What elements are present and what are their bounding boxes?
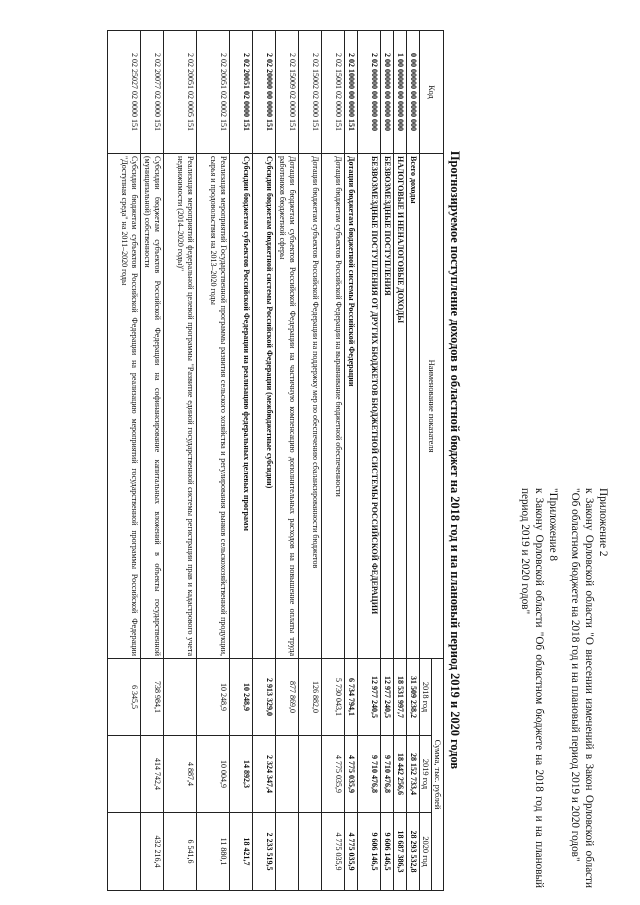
value-2018-cell: 6 734 794,1 [344,659,357,736]
value-2019-cell [107,736,140,813]
value-2019-cell [298,736,321,813]
name-cell: Субсидии бюджетам субъектов Российской Федерации на реализацию федеральных целевых программ [229,154,252,659]
table-row [196,31,229,891]
annex-title: "Приложение 8 [547,488,559,562]
table-row [321,31,344,891]
table-row [344,31,357,891]
value-2019-cell: 28 152 733,4 [406,736,419,813]
name-cell: Дотации бюджетам субъектов Российской Федерации на выравнивание бюджетной обеспеченности [321,154,344,659]
value-2019-cell: 414 742,4 [140,736,163,813]
name-cell: Субсидии бюджетам бюджетной системы Российской Федерации (межбюджетные субсидии) [252,154,275,659]
value-2018-cell: 6 345,5 [107,659,140,736]
value-2020-cell [275,813,298,891]
value-2019-cell: 14 892,3 [229,736,252,813]
annex-text: к Закону Орловской области "Об областном бюджете на 2018 год и на плановый период 2019 и 2020 годов" [519,488,545,888]
name-cell: Дотации бюджетам субъектов Российской Федерации на поддержку мер по обеспечению сбалансированности бюджетов [298,154,321,659]
name-cell: БЕЗВОЗМЕЗДНЫЕ ПОСТУПЛЕНИЯ ОТ ДРУГИХ БЮДЖЕТОВ БЮДЖЕТНОЙ СИСТЕМЫ РОССИЙСКОЙ ФЕДЕРАЦИИ [357,154,380,659]
table-row [140,31,163,891]
header-year-2019: 2019 год [419,736,431,813]
code-cell: 2 02 20051 02 0000 151 [229,31,252,154]
value-2018-cell: 10 248,9 [196,659,229,736]
appendix-text: к Закону Орловской области "О внесении изменений в Закон Орловской области "Об областном бюджете на 2018 год и на плановый период 2019 и 2020 годов" [569,488,595,888]
value-2018-cell: 2 913 329,0 [252,659,275,736]
header-name: Наименование показателя [419,154,443,659]
value-2020-cell: 2 233 519,5 [252,813,275,891]
value-2018-cell: 738 984,1 [140,659,163,736]
value-2019-cell [275,736,298,813]
name-cell: Реализация мероприятий федеральной целевой программы "Развитие единой государственной системы регистрации прав и кадастрового учета недвижимости (2014–2020 годы)" [163,154,196,659]
table-row [163,31,196,891]
value-2018-cell: 877 869,0 [275,659,298,736]
header-year-2018: 2018 год [419,659,431,736]
name-cell: Дотации бюджетам субъектов Российской Федерации на частичную компенсацию дополнительных расходов на повышение оплаты труда работников бюджетной сферы [275,154,298,659]
value-2020-cell: 4 775 035,9 [321,813,344,891]
table-row [252,31,275,891]
value-2020-cell [107,813,140,891]
value-2018-cell: 31 509 238,2 [406,659,419,736]
value-2019-cell: 10 004,9 [196,736,229,813]
value-2020-cell: 9 606 146,5 [357,813,380,891]
value-2019-cell: 4 887,4 [163,736,196,813]
value-2018-cell: 5 730 043,1 [321,659,344,736]
value-2018-cell: 12 977 240,5 [357,659,380,736]
value-2019-cell: 18 442 256,6 [393,736,406,813]
table-row [229,31,252,891]
code-cell: 2 02 00000 00 0000 000 [357,31,380,154]
name-cell: Субсидии бюджетам субъектов Российской Федерации на софинансирование капитальных вложений в объекты государственной (муниципальной) собственности [140,154,163,659]
code-cell: 0 00 00000 00 0000 000 [406,31,419,154]
rotated-content [10,30,610,890]
value-2018-cell: 18 531 997,7 [393,659,406,736]
value-2018-cell: 126 882,0 [298,659,321,736]
name-cell: Дотации бюджетам бюджетной системы Российской Федерации [344,154,357,659]
table-row [406,31,419,891]
appendix-title: Приложение 2 [597,488,609,557]
value-2020-cell: 18 421,7 [229,813,252,891]
value-2018-cell: 10 248,9 [229,659,252,736]
name-cell: БЕЗВОЗМЕЗДНЫЕ ПОСТУПЛЕНИЯ [380,154,393,659]
table-row [275,31,298,891]
code-cell: 2 02 20000 00 0000 151 [252,31,275,154]
code-cell: 2 00 00000 00 0000 000 [380,31,393,154]
table-row [357,31,380,891]
value-2020-cell: 9 606 146,5 [380,813,393,891]
document-title: Прогнозируемое поступление доходов в областной бюджет на 2018 год и на плановый период 2019 и 2020 годов [448,150,462,770]
code-cell: 2 02 20051 02 0005 151 [163,31,196,154]
value-2019-cell: 9 710 476,8 [380,736,393,813]
value-2018-cell [163,659,196,736]
value-2020-cell: 28 293 532,8 [406,813,419,891]
value-2020-cell: 11 880,1 [196,813,229,891]
table-body [107,31,443,891]
value-2020-cell: 18 687 386,3 [393,813,406,891]
value-2019-cell: 9 710 476,8 [357,736,380,813]
value-2019-cell: 4 775 035,9 [344,736,357,813]
code-cell: 2 02 15002 02 0000 151 [298,31,321,154]
name-cell: Субсидии бюджетам субъектов Российской Федерации на реализацию мероприятий государственной программы Российской Федерации "Доступная среда" на 2011–2020 годы [107,154,140,659]
name-cell: Реализация мероприятий Государственной программы развития сельского хозяйства и регулирования рынков сельскохозяйственной продукции, сырья и продовольствия на 2013–2020 годы [196,154,229,659]
header-code: Код [419,31,443,154]
value-2020-cell: 6 541,6 [163,813,196,891]
revenue-table [107,30,444,891]
value-2020-cell [298,813,321,891]
code-cell: 2 02 10000 00 0000 151 [344,31,357,154]
table-row [107,31,140,891]
value-2020-cell: 4 775 035,9 [344,813,357,891]
document-header [518,488,610,888]
code-cell: 2 02 15009 02 0000 151 [275,31,298,154]
value-2020-cell: 432 216,4 [140,813,163,891]
value-2019-cell: 2 324 347,4 [252,736,275,813]
header-sum: Сумма, тыс. рублей [431,659,443,891]
value-2019-cell: 4 775 035,9 [321,736,344,813]
code-cell: 2 02 15001 02 0000 151 [321,31,344,154]
name-cell: НАЛОГОВЫЕ И НЕНАЛОГОВЫЕ ДОХОДЫ [393,154,406,659]
code-cell: 2 02 20077 02 0000 151 [140,31,163,154]
code-cell: 1 00 00000 00 0000 000 [393,31,406,154]
code-cell: 2 02 25027 02 0000 151 [107,31,140,154]
table-row [393,31,406,891]
table-row [298,31,321,891]
code-cell: 2 02 20051 02 0002 151 [196,31,229,154]
value-2018-cell: 12 977 240,5 [380,659,393,736]
header-year-2020: 2020 год [419,813,431,891]
name-cell: Всего доходы [406,154,419,659]
table-row [380,31,393,891]
